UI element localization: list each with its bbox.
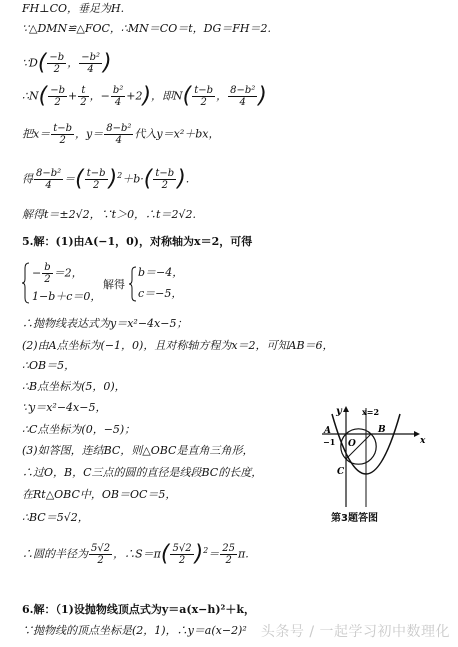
fraction: $\frac{\text{8−b²}}{4}$ xyxy=(36,168,62,191)
label-x: x xyxy=(420,436,426,446)
text-line-1: FH⊥CO，垂足为H. xyxy=(22,2,125,15)
text-line-3: ∵D( $\frac{-b}{2}$ ， $\frac{\text{−b²}}{4}$ ) xyxy=(22,50,112,76)
label-b: B xyxy=(378,425,386,435)
parabola-figure xyxy=(318,404,428,522)
text-line-8: 5.解：(1)由A(−1，0)，对称轴为x＝2，可得 xyxy=(22,235,253,248)
text-line-13: ∵y＝x²−4x−5， xyxy=(22,401,107,414)
label-o: O xyxy=(348,439,356,449)
text-line-16: ∴过O，B，C三点的圆的直径是线段BC的长度， xyxy=(22,466,263,479)
text-line-7: 解得t＝±2√2，∵t＞0，∴t＝2√2. xyxy=(22,208,196,221)
text-line-17: 在Rt△OBC中，OB＝OC＝5， xyxy=(22,488,177,501)
label-x2: x=2 xyxy=(362,407,380,417)
text-line-21: ∵抛物线的顶点坐标是(2，1)，∴y＝a(x−2)² xyxy=(22,624,247,637)
fraction: $\frac{-b}{2}$ xyxy=(49,52,65,75)
fraction: $\frac{25}{2}$ xyxy=(222,543,235,566)
fraction: $\frac{-b}{2}$ xyxy=(50,85,65,108)
fraction: $\frac{\text{b²}}{4}$ xyxy=(112,85,124,108)
label-neg1: −1 xyxy=(323,437,336,447)
watermark: 头条号 / 一起学习初中数理化 xyxy=(260,624,450,640)
text-line-6: 得 $\frac{\text{8−b²}}{4}$ ＝( $\frac{t-b}{2}$ )$^2$＋b·( $\frac{t-b}{2}$ ). xyxy=(22,166,190,192)
fraction: $\frac{t}{2}$ xyxy=(80,85,87,108)
text-line-2: ∵△DMN≌△FOC，∴MN＝CO＝t，DG＝FH＝2. xyxy=(22,22,271,35)
text-line-10: (2)由A点坐标为(−1，0)，且对称轴方程为x＝2，可知AB＝6， xyxy=(22,339,334,352)
left-brace xyxy=(22,262,30,304)
text-line-12: ∴B点坐标为(5，0)， xyxy=(22,380,126,393)
fraction: $\frac{t-b}{2}$ xyxy=(53,123,73,146)
fraction: $\frac{b}{2}$ xyxy=(44,262,51,285)
y-axis-arrow xyxy=(343,406,349,412)
solution-b: b＝−4， xyxy=(138,266,184,279)
solution-c: c＝−5， xyxy=(138,287,183,300)
text-line-11: ∴OB＝5， xyxy=(22,359,76,372)
equation-1: − $\frac{b}{2}$ ＝2， xyxy=(32,262,83,285)
label-y: y xyxy=(336,406,342,417)
text-line-19: ∴圆的半径为 $\frac{5√2}{2}$ ，∴S＝π( $\frac{5√2}{2}$ )$^2$＝ $\frac{25}{2}$ π. xyxy=(22,541,249,567)
fraction: $\frac{\text{8−b²}}{4}$ xyxy=(230,85,256,108)
text-line-15: (3)如答图，连结BC，则△OBC是直角三角形， xyxy=(22,444,254,457)
left-brace-2 xyxy=(129,266,137,302)
text-line-14: ∴C点坐标为(0，−5)； xyxy=(22,423,136,436)
text-line-20: 6.解：（1)设抛物线顶点式为y＝a(x−h)²＋k， xyxy=(22,603,255,616)
label-a: A xyxy=(324,426,331,436)
text-line-9: ∴抛物线表达式为y＝x²−4x−5； xyxy=(22,317,188,330)
fraction: $\frac{t-b}{2}$ xyxy=(86,168,106,191)
fraction: $\frac{\text{−b²}}{4}$ xyxy=(81,52,100,75)
solve-label: 解得 xyxy=(103,278,125,291)
figure-caption: 第3题答图 xyxy=(331,513,378,524)
fraction: $\frac{t-b}{2}$ xyxy=(155,168,175,191)
text-line-5: 把x＝ $\frac{t-b}{2}$ ，y＝ $\frac{\text{8−b²}}{4}$ 代入y＝x²＋bx， xyxy=(22,123,220,146)
text-line-18: ∴BC＝5√2， xyxy=(22,511,89,524)
label-c: C xyxy=(337,467,345,477)
fraction: $\frac{t-b}{2}$ xyxy=(194,85,214,108)
text-line-4: ∴N( $\frac{-b}{2}$ + $\frac{t}{2}$ ，− $\frac{\text{b²}}{4}$ +2)，即N( $\frac{t-b}{2}$ ， $\frac{\text{8−b²}}{4}$ ) xyxy=(22,83,267,109)
fraction: $\frac{5√2}{2}$ xyxy=(91,543,111,566)
equation-2: 1−b＋c＝0， xyxy=(32,290,102,303)
fraction: $\frac{\text{8−b²}}{4}$ xyxy=(106,123,132,146)
fraction: $\frac{5√2}{2}$ xyxy=(172,543,192,566)
